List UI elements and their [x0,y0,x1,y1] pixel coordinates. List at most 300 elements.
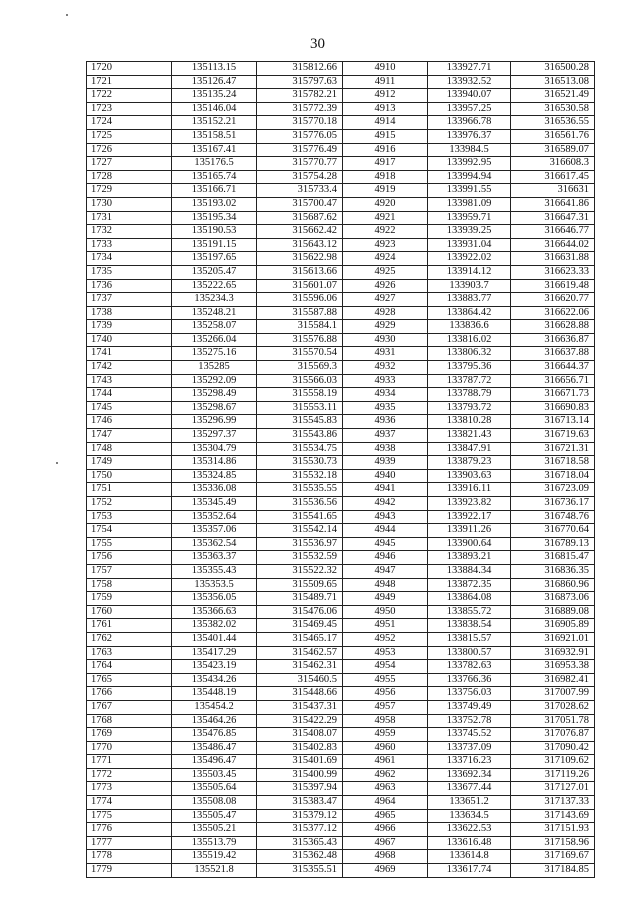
table-row [87,700,595,714]
coord-x-b: 133677.44 [428,782,511,796]
point-number-a: 1763 [87,646,172,660]
coord-y-b: 316620.77 [511,293,595,307]
coord-y-a: 315770.18 [257,116,343,130]
table-row [87,836,595,850]
coord-y-a: 315770.77 [257,157,343,171]
coord-y-a: 315465.17 [257,632,343,646]
coord-x-a: 135191.15 [172,238,257,252]
coord-x-b: 133916.11 [428,483,511,497]
point-number-b: 4931 [343,347,428,361]
coord-x-b: 133984.5 [428,143,511,157]
table-row [87,347,595,361]
table-row [87,646,595,660]
coord-y-b: 316631 [511,184,595,198]
coord-y-a: 315545.83 [257,415,343,429]
coord-x-b: 133782.63 [428,660,511,674]
coord-x-a: 135197.65 [172,252,257,266]
point-number-a: 1766 [87,687,172,701]
point-number-a: 1721 [87,75,172,89]
coord-y-a: 315613.66 [257,265,343,279]
table-row [87,211,595,225]
table-row [87,823,595,837]
coord-y-a: 315542.14 [257,524,343,538]
point-number-b: 4920 [343,197,428,211]
coord-y-a: 315532.18 [257,469,343,483]
table-row [87,605,595,619]
coord-y-b: 317028.62 [511,700,595,714]
coord-y-b: 316617.45 [511,170,595,184]
table-row [87,62,595,76]
point-number-a: 1722 [87,89,172,103]
coord-y-a: 315797.63 [257,75,343,89]
point-number-a: 1761 [87,619,172,633]
point-number-a: 1779 [87,864,172,878]
coord-y-b: 316536.55 [511,116,595,130]
coord-y-a: 315569.3 [257,361,343,375]
coord-y-b: 317090.42 [511,741,595,755]
coord-x-a: 135152.21 [172,116,257,130]
coord-x-b: 133616.48 [428,836,511,850]
coord-y-b: 316815.47 [511,551,595,565]
table-row [87,197,595,211]
point-number-b: 4929 [343,320,428,334]
coord-y-a: 315662.42 [257,225,343,239]
coord-x-b: 133692.34 [428,768,511,782]
coord-y-a: 315776.05 [257,129,343,143]
coord-x-a: 135193.02 [172,197,257,211]
table-row [87,401,595,415]
coord-x-a: 135304.79 [172,442,257,456]
coord-y-b: 316789.13 [511,537,595,551]
coord-x-a: 135363.37 [172,551,257,565]
coord-x-a: 135356.05 [172,592,257,606]
coord-x-b: 133884.34 [428,564,511,578]
coord-y-a: 315534.75 [257,442,343,456]
table-row [87,510,595,524]
point-number-a: 1725 [87,129,172,143]
coord-y-b: 316718.04 [511,469,595,483]
point-number-b: 4930 [343,333,428,347]
coord-x-b: 133756.03 [428,687,511,701]
point-number-b: 4915 [343,129,428,143]
coord-x-a: 135508.08 [172,796,257,810]
table-row [87,469,595,483]
table-row [87,252,595,266]
coord-y-a: 315460.5 [257,673,343,687]
point-number-b: 4963 [343,782,428,796]
coord-y-a: 315522.32 [257,564,343,578]
coord-x-b: 133810.28 [428,415,511,429]
coord-y-a: 315530.73 [257,456,343,470]
coord-y-b: 316644.02 [511,238,595,252]
point-number-a: 1724 [87,116,172,130]
table-row [87,619,595,633]
point-number-b: 4961 [343,755,428,769]
coord-y-b: 317169.67 [511,850,595,864]
point-number-a: 1774 [87,796,172,810]
table-row [87,265,595,279]
coord-y-b: 316718.58 [511,456,595,470]
point-number-b: 4965 [343,809,428,823]
coord-x-a: 135222.65 [172,279,257,293]
coord-y-b: 316561.76 [511,129,595,143]
coord-y-b: 316982.41 [511,673,595,687]
point-number-b: 4942 [343,497,428,511]
coord-y-b: 316622.06 [511,306,595,320]
coord-y-b: 317119.26 [511,768,595,782]
coord-x-b: 133879.23 [428,456,511,470]
table-row [87,864,595,878]
table-row [87,728,595,742]
coord-x-b: 133787.72 [428,374,511,388]
coord-x-b: 133923.82 [428,497,511,511]
coord-y-b: 316619.48 [511,279,595,293]
point-number-b: 4937 [343,429,428,443]
coord-y-a: 315462.57 [257,646,343,660]
coord-y-b: 317051.78 [511,714,595,728]
coord-x-b: 133872.35 [428,578,511,592]
coord-y-a: 315469.45 [257,619,343,633]
coord-x-a: 135167.41 [172,143,257,157]
point-number-a: 1726 [87,143,172,157]
table-row [87,673,595,687]
point-number-b: 4912 [343,89,428,103]
point-number-a: 1720 [87,62,172,76]
point-number-b: 4943 [343,510,428,524]
coord-x-a: 135513.79 [172,836,257,850]
point-number-b: 4960 [343,741,428,755]
point-number-a: 1742 [87,361,172,375]
point-number-a: 1772 [87,768,172,782]
coord-x-b: 133622.53 [428,823,511,837]
point-number-b: 4922 [343,225,428,239]
coord-y-b: 316719.63 [511,429,595,443]
coord-y-a: 315400.99 [257,768,343,782]
coord-y-a: 315408.07 [257,728,343,742]
coord-y-b: 316623.33 [511,265,595,279]
coord-y-a: 315397.94 [257,782,343,796]
coord-y-b: 316637.88 [511,347,595,361]
table-row [87,741,595,755]
table-row [87,768,595,782]
table-row [87,796,595,810]
coord-y-a: 315576.88 [257,333,343,347]
coordinates-table-body [87,62,595,878]
table-row [87,238,595,252]
coord-x-a: 135190.53 [172,225,257,239]
coordinates-table [86,61,595,878]
coord-x-b: 133716.23 [428,755,511,769]
coord-x-b: 133847.91 [428,442,511,456]
scan-speck [66,14,68,16]
coord-x-b: 133617.74 [428,864,511,878]
coord-x-b: 133976.37 [428,129,511,143]
coord-x-a: 135248.21 [172,306,257,320]
point-number-a: 1737 [87,293,172,307]
coord-x-a: 135336.08 [172,483,257,497]
coord-x-a: 135362.54 [172,537,257,551]
table-row [87,116,595,130]
coord-y-b: 316656.71 [511,374,595,388]
coord-y-a: 315377.12 [257,823,343,837]
coord-y-a: 315601.07 [257,279,343,293]
coord-x-b: 133864.42 [428,306,511,320]
coord-y-a: 315570.54 [257,347,343,361]
point-number-b: 4969 [343,864,428,878]
coord-x-b: 133795.36 [428,361,511,375]
point-number-a: 1733 [87,238,172,252]
coord-x-a: 135314.86 [172,456,257,470]
point-number-a: 1759 [87,592,172,606]
point-number-b: 4918 [343,170,428,184]
point-number-a: 1777 [87,836,172,850]
point-number-a: 1750 [87,469,172,483]
coord-y-a: 315776.49 [257,143,343,157]
coord-x-a: 135505.64 [172,782,257,796]
coord-x-a: 135298.67 [172,401,257,415]
point-number-a: 1754 [87,524,172,538]
coord-y-a: 315812.66 [257,62,343,76]
coord-x-b: 133927.71 [428,62,511,76]
point-number-b: 4955 [343,673,428,687]
table-row [87,129,595,143]
coord-x-b: 133815.57 [428,632,511,646]
coord-y-a: 315401.69 [257,755,343,769]
table-row [87,483,595,497]
coord-x-b: 133903.63 [428,469,511,483]
point-number-a: 1769 [87,728,172,742]
coord-y-b: 316644.37 [511,361,595,375]
point-number-b: 4925 [343,265,428,279]
coord-x-a: 135353.5 [172,578,257,592]
coord-x-a: 135275.16 [172,347,257,361]
point-number-b: 4950 [343,605,428,619]
coord-y-a: 315782.21 [257,89,343,103]
coord-y-b: 316836.35 [511,564,595,578]
coord-y-a: 315402.83 [257,741,343,755]
point-number-a: 1756 [87,551,172,565]
point-number-b: 4933 [343,374,428,388]
coord-y-b: 316953.38 [511,660,595,674]
coord-y-a: 315541.65 [257,510,343,524]
table-row [87,442,595,456]
coord-y-a: 315437.31 [257,700,343,714]
table-row [87,75,595,89]
point-number-a: 1738 [87,306,172,320]
coord-y-b: 316873.06 [511,592,595,606]
coord-y-b: 316636.87 [511,333,595,347]
coord-x-a: 135454.2 [172,700,257,714]
point-number-b: 4951 [343,619,428,633]
coord-x-a: 135476.85 [172,728,257,742]
coord-x-b: 133855.72 [428,605,511,619]
coord-y-b: 316641.86 [511,197,595,211]
point-number-a: 1735 [87,265,172,279]
coord-y-b: 317127.01 [511,782,595,796]
coord-y-a: 315584.1 [257,320,343,334]
table-row [87,714,595,728]
coord-y-b: 317151.93 [511,823,595,837]
coord-y-a: 315462.31 [257,660,343,674]
point-number-b: 4948 [343,578,428,592]
point-number-b: 4928 [343,306,428,320]
table-row [87,279,595,293]
point-number-a: 1771 [87,755,172,769]
coord-x-b: 133737.09 [428,741,511,755]
coord-x-b: 133991.55 [428,184,511,198]
coord-y-a: 315476.06 [257,605,343,619]
coord-y-a: 315587.88 [257,306,343,320]
point-number-b: 4935 [343,401,428,415]
point-number-a: 1744 [87,388,172,402]
coord-y-b: 317007.99 [511,687,595,701]
coord-x-b: 133651.2 [428,796,511,810]
coord-y-b: 316589.07 [511,143,595,157]
table-row [87,170,595,184]
coord-x-a: 135135.24 [172,89,257,103]
table-row [87,320,595,334]
coord-y-a: 315643.12 [257,238,343,252]
point-number-b: 4945 [343,537,428,551]
table-row [87,578,595,592]
coord-x-a: 135496.47 [172,755,257,769]
point-number-a: 1727 [87,157,172,171]
point-number-b: 4926 [343,279,428,293]
point-number-b: 4956 [343,687,428,701]
point-number-a: 1755 [87,537,172,551]
point-number-b: 4939 [343,456,428,470]
table-row [87,687,595,701]
coord-x-b: 133788.79 [428,388,511,402]
point-number-a: 1757 [87,564,172,578]
coord-y-a: 315543.86 [257,429,343,443]
coord-x-a: 135505.47 [172,809,257,823]
scan-speck [56,462,58,464]
point-number-a: 1773 [87,782,172,796]
coord-y-b: 316690.83 [511,401,595,415]
coord-x-a: 135486.47 [172,741,257,755]
point-number-a: 1768 [87,714,172,728]
coord-y-b: 316770.64 [511,524,595,538]
coord-y-a: 315365.43 [257,836,343,850]
point-number-a: 1748 [87,442,172,456]
table-row [87,143,595,157]
coord-x-b: 133838.54 [428,619,511,633]
coord-x-b: 133992.95 [428,157,511,171]
table-row [87,429,595,443]
coord-y-a: 315422.29 [257,714,343,728]
point-number-b: 4919 [343,184,428,198]
point-number-b: 4946 [343,551,428,565]
coord-x-a: 135355.43 [172,564,257,578]
table-row [87,524,595,538]
point-number-b: 4941 [343,483,428,497]
point-number-b: 4910 [343,62,428,76]
coord-y-a: 315553.11 [257,401,343,415]
point-number-a: 1730 [87,197,172,211]
point-number-b: 4924 [343,252,428,266]
coord-y-a: 315596.06 [257,293,343,307]
coord-y-b: 316646.77 [511,225,595,239]
coord-x-a: 135345.49 [172,497,257,511]
coord-y-a: 315536.56 [257,497,343,511]
coord-x-a: 135382.02 [172,619,257,633]
coord-x-a: 135505.21 [172,823,257,837]
coord-x-b: 133752.78 [428,714,511,728]
coord-x-b: 133959.71 [428,211,511,225]
coord-x-b: 133816.02 [428,333,511,347]
coord-x-b: 133981.09 [428,197,511,211]
point-number-b: 4914 [343,116,428,130]
point-number-a: 1752 [87,497,172,511]
coord-x-a: 135266.04 [172,333,257,347]
coord-y-b: 317109.62 [511,755,595,769]
coord-x-b: 133836.6 [428,320,511,334]
coord-y-b: 317076.87 [511,728,595,742]
coord-y-b: 316905.89 [511,619,595,633]
coord-y-b: 317158.96 [511,836,595,850]
coord-x-a: 135176.5 [172,157,257,171]
coord-x-b: 133931.04 [428,238,511,252]
point-number-b: 4934 [343,388,428,402]
coord-y-b: 316932.91 [511,646,595,660]
coord-x-a: 135234.3 [172,293,257,307]
table-row [87,293,595,307]
point-number-b: 4947 [343,564,428,578]
coord-y-a: 315362.48 [257,850,343,864]
coord-x-a: 135126.47 [172,75,257,89]
point-number-a: 1778 [87,850,172,864]
table-row [87,306,595,320]
table-row [87,102,595,116]
coord-y-b: 317143.69 [511,809,595,823]
point-number-a: 1731 [87,211,172,225]
coord-y-b: 316723.09 [511,483,595,497]
coord-y-b: 317184.85 [511,864,595,878]
table-row [87,755,595,769]
point-number-b: 4966 [343,823,428,837]
coord-y-b: 316530.58 [511,102,595,116]
point-number-a: 1729 [87,184,172,198]
point-number-b: 4917 [343,157,428,171]
point-number-a: 1739 [87,320,172,334]
coord-x-b: 133766.36 [428,673,511,687]
table-row [87,809,595,823]
point-number-a: 1765 [87,673,172,687]
coord-x-a: 135166.71 [172,184,257,198]
coord-x-b: 133806.32 [428,347,511,361]
coord-x-b: 133893.21 [428,551,511,565]
table-row [87,361,595,375]
point-number-b: 4952 [343,632,428,646]
coord-y-b: 316513.08 [511,75,595,89]
coord-x-b: 133793.72 [428,401,511,415]
point-number-a: 1745 [87,401,172,415]
table-row [87,415,595,429]
table-row [87,333,595,347]
coord-x-a: 135464.26 [172,714,257,728]
coord-x-b: 133914.12 [428,265,511,279]
coord-y-a: 315622.98 [257,252,343,266]
coord-x-b: 133957.25 [428,102,511,116]
coord-x-a: 135297.37 [172,429,257,443]
coord-y-b: 316736.17 [511,497,595,511]
point-number-a: 1753 [87,510,172,524]
coord-y-b: 316647.31 [511,211,595,225]
coord-y-a: 315383.47 [257,796,343,810]
coord-y-b: 316889.08 [511,605,595,619]
point-number-a: 1747 [87,429,172,443]
